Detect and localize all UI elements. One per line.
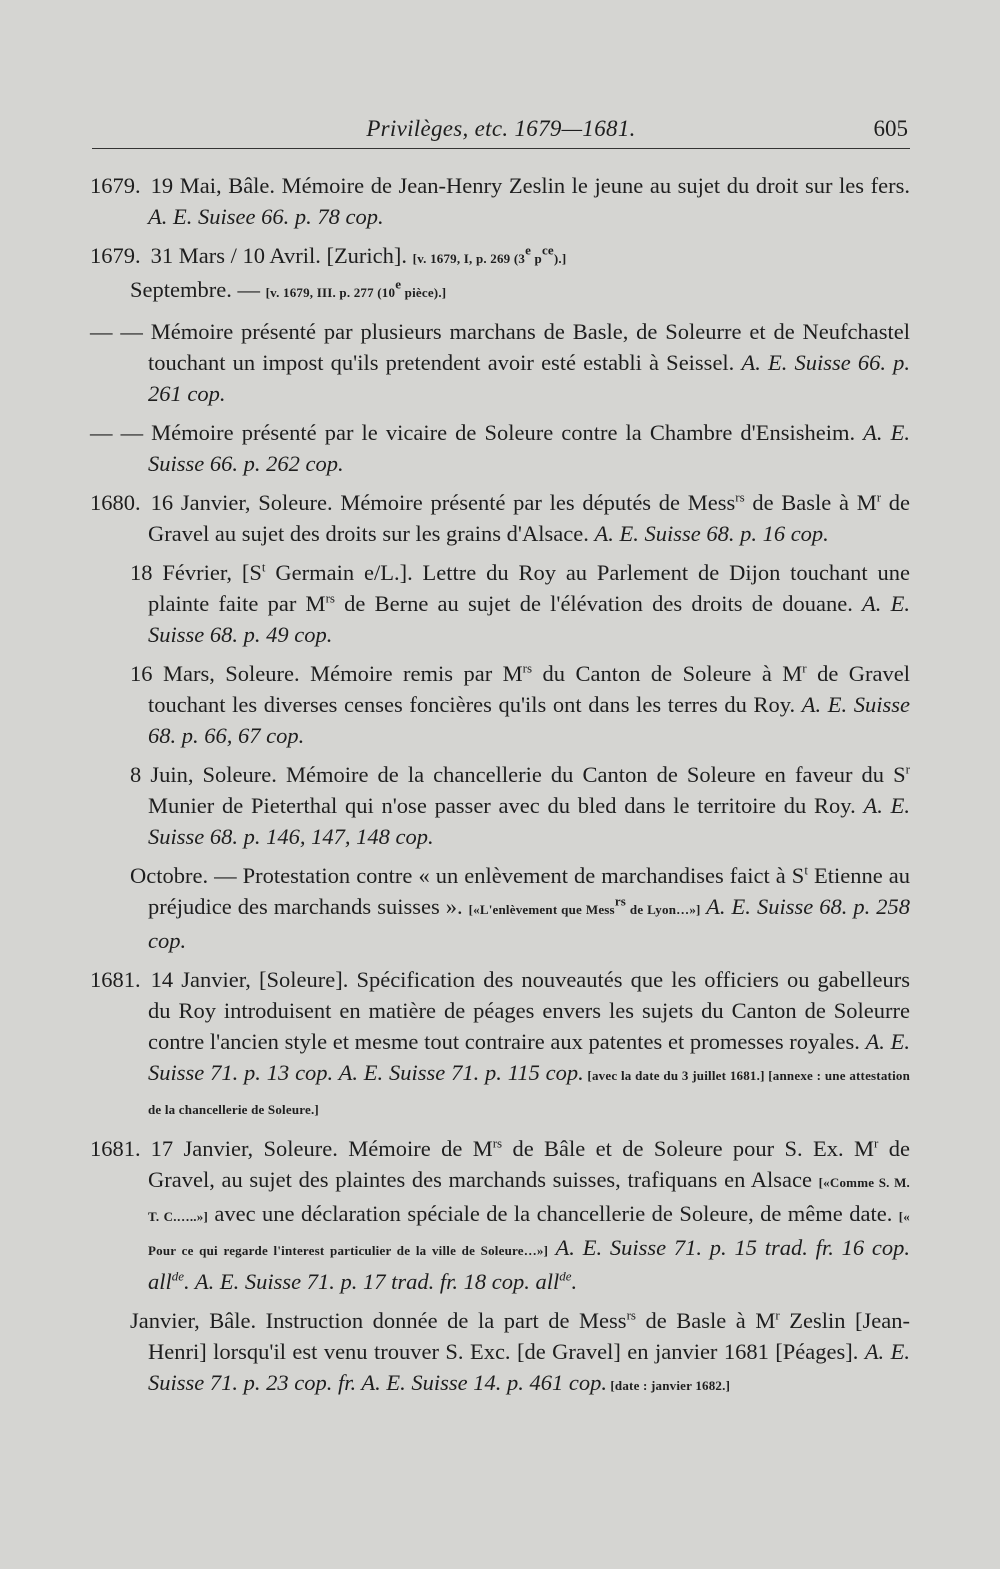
entry-text: 16 Mars, Soleure. Mémoire remis par M	[130, 661, 523, 686]
archive-reference: A. E. Suisse 71. p. 15 trad. fr. 16 cop. all	[148, 1235, 911, 1294]
superscript: rs	[325, 590, 335, 606]
superscript: rs	[492, 1135, 503, 1151]
entry-text: avec une déclaration spéciale de la chancellerie de Soleure, de même date.	[207, 1201, 899, 1226]
archive-reference: A. E. Suisse 68. p. 146, 147, 148 cop.	[148, 793, 910, 849]
entry-text: de Gravel, au sujet des plaintes des marchands suisses, trafiquans en Alsace	[148, 1136, 910, 1192]
entry	[90, 417, 910, 479]
entry-text: — — Mémoire présenté par le vicaire de Soleure contre la Chambre d'Ensisheim.	[90, 420, 864, 445]
entry	[90, 1133, 910, 1297]
editorial-note: [«L'enlèvement que Mess	[468, 902, 615, 917]
entry-text: de Gravel au sujet des droits sur les grains d'Alsace.	[148, 490, 910, 546]
superscript: ce	[541, 242, 554, 258]
entry	[90, 1305, 910, 1401]
superscript: de	[171, 1268, 185, 1284]
entry-text: de Bâle et de Soleure pour S. Ex. M	[502, 1136, 875, 1161]
entry-text: Octobre. — Protestation contre « un enlèvement de marchandises faict à S	[130, 863, 805, 888]
entry	[90, 170, 910, 232]
entry-text: de Basle à M	[635, 1308, 776, 1333]
entry	[90, 557, 910, 650]
entry-text: 17 Janvier, Soleure. Mémoire de M	[150, 1136, 493, 1161]
superscript: e	[395, 276, 402, 292]
entry-text: 14 Janvier, [Soleure]. Spécification des nouveautés que les officiers ou gabelleurs du Roy introduisent en matière de péages envers les sujets du Canton de Soleurre contre l'ancien style et mesme tout contraire aux patentes et promesses royales.	[148, 967, 910, 1054]
entry-text: 19 Mai, Bâle. Mémoire de Jean-Henry Zeslin le jeune au sujet du droit sur les fers.	[150, 173, 910, 198]
entry	[90, 658, 910, 751]
entry-text: 8 Juin, Soleure. Mémoire de la chancellerie du Canton de Soleure en faveur du S	[130, 762, 906, 787]
page-header	[92, 112, 910, 149]
entries-list	[90, 170, 910, 1409]
editorial-note: [date : janvier 1682.]	[606, 1378, 731, 1393]
superscript: t	[804, 862, 808, 878]
entry-text: 16 Janvier, Soleure. Mémoire présenté par les députés de Mess	[150, 490, 736, 515]
entry-text: Zeslin [Jean-Henri] lorsqu'il est venu trouver S. Exc. [de Gravel] en janvier 1681 [Péages].	[148, 1308, 910, 1364]
running-title: Privilèges, etc. 1679—1681.	[366, 116, 636, 141]
archive-reference: .	[571, 1269, 578, 1294]
editorial-note: [«Comme S. M. T. C.…..»]	[148, 1175, 910, 1224]
entry-text: Septembre. —	[130, 277, 266, 302]
editorial-note: de Lyon…»]	[626, 902, 701, 917]
archive-reference: A. E. Suisse 68. p. 258 cop.	[148, 894, 910, 953]
entry	[90, 964, 910, 1125]
superscript: e	[525, 242, 532, 258]
archive-reference: A. E. Suisee 66. p. 78 cop.	[148, 204, 384, 229]
archive-reference: A. E. Suisse 71. p. 23 cop. fr. A. E. Suisse 14. p. 461 cop.	[148, 1339, 910, 1395]
entry-year: 1679.	[90, 173, 141, 198]
entry	[90, 274, 910, 308]
archive-reference: A. E. Suisse 68. p. 16 cop.	[594, 521, 829, 546]
entry	[90, 759, 910, 852]
superscript: t	[261, 559, 266, 575]
superscript: r	[874, 1135, 879, 1151]
superscript: r	[775, 1307, 780, 1323]
entry-text: de Berne au sujet de l'élévation des droits de douane.	[334, 591, 863, 616]
archive-reference: A. E. Suisse 71. p. 13 cop. A. E. Suisse 71. p. 115 cop.	[148, 1029, 910, 1085]
superscript: r	[876, 489, 882, 505]
entry	[90, 240, 910, 274]
entry-text: 31 Mars / 10 Avril. [Zurich].	[150, 243, 413, 268]
archive-reference: A. E. Suisse 68. p. 66, 67 cop.	[148, 692, 910, 748]
entry	[90, 860, 910, 956]
editorial-note: ).]	[553, 251, 567, 266]
entry-year: 1681.	[90, 967, 141, 992]
entry	[90, 487, 910, 549]
editorial-note: p	[531, 251, 542, 266]
superscript: r	[905, 761, 910, 777]
superscript: rs	[735, 489, 745, 505]
superscript: r	[802, 660, 807, 676]
editorial-note: pièce).]	[401, 285, 447, 300]
superscript: rs	[614, 893, 627, 909]
editorial-note: [avec la date du 3 juillet 1681.] [annexe : une attestation de la chancellerie de Soleure.]	[148, 1068, 911, 1117]
editorial-note: [v. 1679, I, p. 269 (3	[412, 251, 526, 266]
archive-reference: A. E. Suisse 66. p. 262 cop.	[148, 420, 910, 476]
entry-text: du Canton de Soleure à M	[532, 661, 803, 686]
superscript: rs	[522, 660, 533, 676]
entry-text: 18 Février, [S	[130, 560, 262, 585]
archive-reference: A. E. Suisse 66. p. 261 cop.	[148, 350, 910, 406]
page-number: 605	[873, 116, 908, 141]
editorial-note: [« Pour ce qui regarde l'interest particulier de la ville de Soleure…»]	[148, 1209, 910, 1258]
archive-reference: . A. E. Suisse 71. p. 17 trad. fr. 18 cop. all	[184, 1269, 560, 1294]
entry-year: 1679.	[90, 243, 141, 268]
entry	[90, 316, 910, 409]
entry-text: Janvier, Bâle. Instruction donnée de la part de Mess	[130, 1308, 627, 1333]
entry-text: de Basle à M	[744, 490, 877, 515]
entry-text: de Gravel touchant les diverses censes foncières qu'ils ont dans les terres du Roy.	[148, 661, 910, 717]
entry-year: 1680.	[90, 490, 141, 515]
editorial-note: [v. 1679, III. p. 277 (10	[265, 285, 396, 300]
archive-reference: A. E. Suisse 68. p. 49 cop.	[148, 591, 910, 647]
entry-year: 1681.	[90, 1136, 141, 1161]
superscript: rs	[626, 1307, 636, 1323]
superscript: de	[559, 1268, 572, 1284]
entry-text: — — Mémoire présenté par plusieurs marchans de Basle, de Soleurre et de Neufchastel touchant un impost qu'ils pretendent avoir esté establi à Seissel.	[90, 319, 910, 375]
entry-text: Munier de Pieterthal qui n'ose passer avec du bled dans le territoire du Roy.	[148, 793, 864, 818]
entry-text: Etienne au préjudice des marchands suisses ».	[148, 863, 910, 919]
entry-text: Germain e/L.]. Lettre du Roy au Parlement de Dijon touchant une plainte faite par M	[148, 560, 910, 616]
